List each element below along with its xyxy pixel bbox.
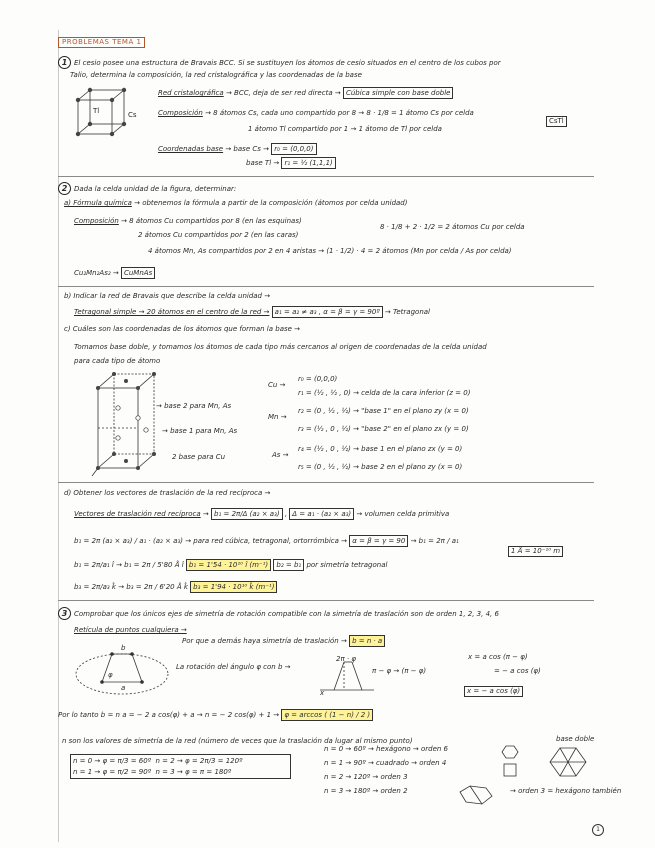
unit-angstrom: 1 Å = 10⁻¹⁰ m <box>508 546 563 557</box>
margin-line <box>58 30 59 842</box>
x-eq-box: x = − a cos (φ) <box>464 686 523 697</box>
cu-r0: r₀ = (0,0,0) <box>298 375 338 383</box>
x-eq2: = − a cos (φ) <box>494 667 541 675</box>
order-row: n = 2 → 120º → orden 3 <box>324 773 408 781</box>
p1-statement-line2: Talio, determina la composición, la red cristalográfica y las coordenadas de la base <box>70 71 362 79</box>
divider <box>58 600 594 601</box>
fig-corner-atom-label: Cs <box>128 111 137 119</box>
p2-c-line1: Tomamos base doble, y tomamos los átomos de cada tipo más cercanos al origen de coordenadas de la celda unidad <box>74 343 487 351</box>
fig2-x-label: x <box>320 689 325 697</box>
p1-coord-line2: base Tl → r₁ = ½ (1,1,1) <box>246 160 336 167</box>
p1-comp-line1: Composición → 8 átomos Cs, cada uno compartido por 8 → 8 · 1/8 = 1 átomo Cs por celda <box>158 109 474 117</box>
p2-c-line2: para cada tipo de átomo <box>74 357 161 365</box>
p2-b-line: Tetragonal simple → 20 átomos en el centro de la red → a₁ = a₂ ≠ a₃ , α = β = γ = 90º → Tetragonal <box>74 308 430 316</box>
angle-table <box>70 754 291 779</box>
p2-comp-line1: Composición → 8 átomos Cu compartidos por 8 (en las esquinas) <box>74 217 302 225</box>
angle-row: n = 3 → φ = π = 180º <box>155 767 232 776</box>
divider <box>58 286 594 287</box>
hexagon-sketch <box>540 742 596 782</box>
base-doble-label: base doble <box>556 735 595 743</box>
p2-d-b3-line: b₃ = 2π/a₃ k̂ → b₃ = 2π / 6'20 Å k̂ b₃ = 1'94 · 10¹⁰ k̂ (m⁻¹) <box>74 584 277 591</box>
p1-red-line: Red cristalográfica → BCC, deja de ser red directa → Cúbica simple con base doble <box>158 90 453 97</box>
angle-row: n = 0 → φ = π/3 = 60º <box>73 757 152 765</box>
tetragonal-cell-figure <box>90 368 170 478</box>
p2-formula: Cu₂Mn₂As₂ → CuMnAs <box>74 270 155 277</box>
angle-row: n = 1 → φ = π/2 = 90º <box>73 767 152 776</box>
as-r4: r₄ = (½ , 0 , ½) → base 1 en el plano zx (y = 0) <box>298 445 463 453</box>
orden3-label: → orden 3 = hexágono también <box>510 787 622 795</box>
fig-phi-label: φ <box>108 671 113 679</box>
fig-label-cu: 2 base para Cu <box>172 453 226 461</box>
page-title: PROBLEMAS TEMA 1 <box>58 37 145 48</box>
mn-r2: r₂ = (0 , ½ , ½) → "base 1" en el plano zy (x = 0) <box>298 407 469 415</box>
p2-d-b1-line: b₁ = 2π (a₂ × a₃) / a₁ · (a₂ × a₃) → para red cúbica, tetragonal, ortorrómbica → α = β = γ = 90 → b₁ = 2π / a₁ <box>74 537 459 545</box>
fig2-angle-label: π − φ → (π − φ) <box>372 667 427 675</box>
order-row: n = 1 → 90º → cuadrado → orden 4 <box>324 759 447 767</box>
x-eq1: x = a cos (π − φ) <box>468 653 528 661</box>
cu-r1: r₁ = (½ , ½ , 0) → celda de la cara inferior (z = 0) <box>298 389 471 397</box>
page-number: 1 <box>592 824 604 836</box>
p2-b-label: b) Indicar la red de Bravais que describe la celda unidad → <box>64 292 271 300</box>
angle-row: n = 2 → φ = 2π/3 = 120º <box>155 757 243 765</box>
p1-coord-line1: Coordenadas base → base Cs → r₀ = (0,0,0) <box>158 146 317 153</box>
p2-c-label: c) Cuáles son las coordenadas de los átomos que forman la base → <box>64 325 301 333</box>
p3-statement: 3 Comprobar que los únicos ejes de simetría de rotación compatible con la simetría de traslación son de orden 1, 2, 3, 4, 6 <box>58 607 499 620</box>
fig2-top-label: 2π · φ <box>336 655 356 663</box>
p3-eq-line: Por lo tanto b = n a = − 2 a cos(φ) + a → n = − 2 cos(φ) + 1 → φ = arccos ( (1 − n) / 2 ) <box>58 712 373 719</box>
fig-a-label: a <box>121 684 126 692</box>
p1-statement-line1: 1 El cesio posee una estructura de Bravais BCC. Si se sustituyen los átomos de cesio situados en el centro de los cubos por <box>58 56 501 69</box>
p3-valores-intro: n son los valores de simetría de la red (número de veces que la traslación da lugar al mismo punto) <box>62 737 413 745</box>
as-r5: r₅ = (0 , ½ , ½) → base 2 en el plano zy (x = 0) <box>298 463 463 471</box>
fig-label-base1: → base 1 para Mn, As <box>162 427 238 435</box>
p2-comp-result: 8 · 1/8 + 2 · 1/2 = 2 átomos Cu por celda <box>380 223 525 231</box>
p2-comp-line3: 4 átomos Mn, As compartidos por 2 en 4 aristas → (1 · 1/2) · 4 = 2 átomos (Mn por celda / As por celda) <box>148 247 512 255</box>
divider <box>58 482 594 483</box>
order-row: n = 3 → 180º → orden 2 <box>324 787 408 795</box>
p2-d-b2-line: b₁ = 2π/a₁ î → b₁ = 2π / 5'80 Å î b₁ = 1'54 · 10¹⁰ î (m⁻¹) b₂ = b₁ por simetría tetragonal <box>74 561 388 569</box>
p3-line1: Por que a demás haya simetría de traslación → b = n · a <box>182 638 385 645</box>
fig-label-base2: → base 2 para Mn, As <box>156 402 232 410</box>
mn-label: Mn → <box>268 413 287 421</box>
order-row: n = 0 → 60º → hexágono → orden 6 <box>324 745 449 753</box>
mn-r3: r₃ = (½ , 0 , ½) → "base 2" en el plano zx (y = 0) <box>298 425 469 433</box>
p3-ref: Retícula de puntos cualquiera → <box>74 626 187 634</box>
p1-comp-answer: CsTl <box>546 116 567 127</box>
cu-label: Cu → <box>268 381 286 389</box>
p3-line2: La rotación del ángulo φ con b → <box>176 663 291 671</box>
p2-comp-line2: 2 átomos Cu compartidos por 2 (en las caras) <box>138 231 299 239</box>
p2-a-line: a) Fórmula química → obtenemos la fórmula a partir de la composición (átomos por celda unidad) <box>64 199 408 207</box>
fig-b-label: b <box>121 644 126 652</box>
divider <box>58 176 594 177</box>
as-label: As → <box>272 451 289 459</box>
prism-sketch <box>456 780 496 810</box>
p2-d-vec-line: Vectores de traslación red recíproca → b₁ = 2π/Δ (a₂ × a₃) , Δ = a₁ · (a₂ × a₃) → volumen celda primitiva <box>74 510 450 518</box>
fig-center-atom-label: Tl <box>93 107 100 115</box>
problem-number: 1 <box>58 56 71 69</box>
p2-statement: 2 Dada la celda unidad de la figura, determinar: <box>58 182 236 195</box>
p1-comp-line2: 1 átomo Tl compartido por 1 → 1 átomo de Tl por celda <box>248 125 442 133</box>
p2-d-label: d) Obtener los vectores de traslación de la red recíproca → <box>64 489 271 497</box>
